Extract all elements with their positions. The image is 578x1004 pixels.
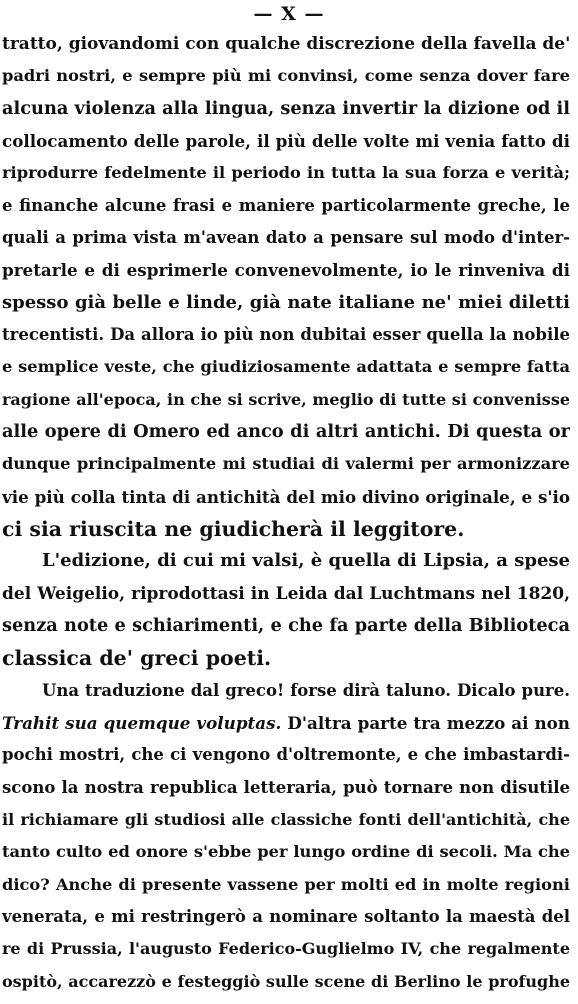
text-line: senza note e schiarimenti, e che fa parte della Biblioteca xyxy=(2,614,570,636)
text-line: pochi mostri, che ci vengono d'oltremonte, e che imbastardi- xyxy=(2,745,570,765)
text-line-continuation: D'altra parte tra mezzo ai non xyxy=(287,712,570,733)
text-line: del Weigelio, riprodottasi in Leida dal Luchtmans nel 1820, xyxy=(2,583,570,604)
text-line: ospitò, accarezzò e festeggiò sulle scene di Berlino le profughe xyxy=(2,971,570,991)
text-line: quali a prima vista m'avean dato a pensare sul modo d'inter- xyxy=(2,227,570,247)
text-line: dico? Anche di presente vassene per molti ed in molte regioni xyxy=(2,874,570,894)
body-text xyxy=(2,28,570,998)
text-line: dunque principalmente mi studiai di valermi per armonizzare xyxy=(2,454,570,474)
text-line: alle opere di Omero ed anco di altri antichi. Di questa or xyxy=(2,420,570,442)
text-line: il richiamare gli studiosi alle classiche fonti dell'antichità, che xyxy=(2,809,570,829)
text-line: collocamento delle parole, il più delle volte mi venia fatto di xyxy=(2,130,570,151)
text-line: tratto, giovandomi con qualche discrezione della favella de' xyxy=(2,34,570,54)
text-line: ragione all'epoca, in che si scrive, meglio di tutte si convenisse xyxy=(2,389,570,409)
text-line: e semplice veste, che giudiziosamente adattata e sempre fatta xyxy=(2,357,570,377)
text-line: ci sia riuscita ne giudicherà il leggitore. xyxy=(2,516,465,541)
text-line: alcuna violenza alla lingua, senza invertir la dizione od il xyxy=(2,97,570,119)
paragraph-start-line: Una traduzione dal greco! forse dirà taluno. Dicalo pure. xyxy=(42,680,570,700)
page-number: — X — xyxy=(253,3,325,25)
text-line: scono la nostra republica letteraria, può tornare non disutile xyxy=(2,777,570,797)
text-line: re di Prussia, l'augusto Federico-Guglielmo IV, che regalmente xyxy=(2,939,570,959)
text-line: venerata, e mi restringerò a nominare soltanto la maestà del xyxy=(2,906,570,926)
text-line-with-quote xyxy=(2,707,570,739)
latin-quotation: Trahit sua quemque voluptas. xyxy=(2,712,282,733)
text-line: tanto culto ed onore s'ebbe per lungo ordine di secoli. Ma che xyxy=(2,842,570,862)
text-line: spesso già belle e linde, già nate italiane ne' miei diletti xyxy=(2,291,570,313)
text-line: trecentisti. Da allora io più non dubitai esser quella la nobile xyxy=(2,324,570,344)
text-line: riprodurre fedelmente il periodo in tutta la sua forza e verità; xyxy=(2,163,570,183)
text-line: e finanche alcune frasi e maniere particolarmente greche, le xyxy=(2,195,570,215)
text-line: padri nostri, e sempre più mi convinsi, come senza dover fare xyxy=(2,66,570,86)
paragraph-start-line: L'edizione, di cui mi valsi, è quella di Lipsia, a spese xyxy=(42,550,570,572)
text-line: pretarle e di esprimerle convenevolmente, io le rinveniva di xyxy=(2,260,570,281)
text-line: classica de' greci poeti. xyxy=(2,646,272,671)
text-line: vie più colla tinta di antichità del mio divino originale, e s'io xyxy=(2,486,570,507)
